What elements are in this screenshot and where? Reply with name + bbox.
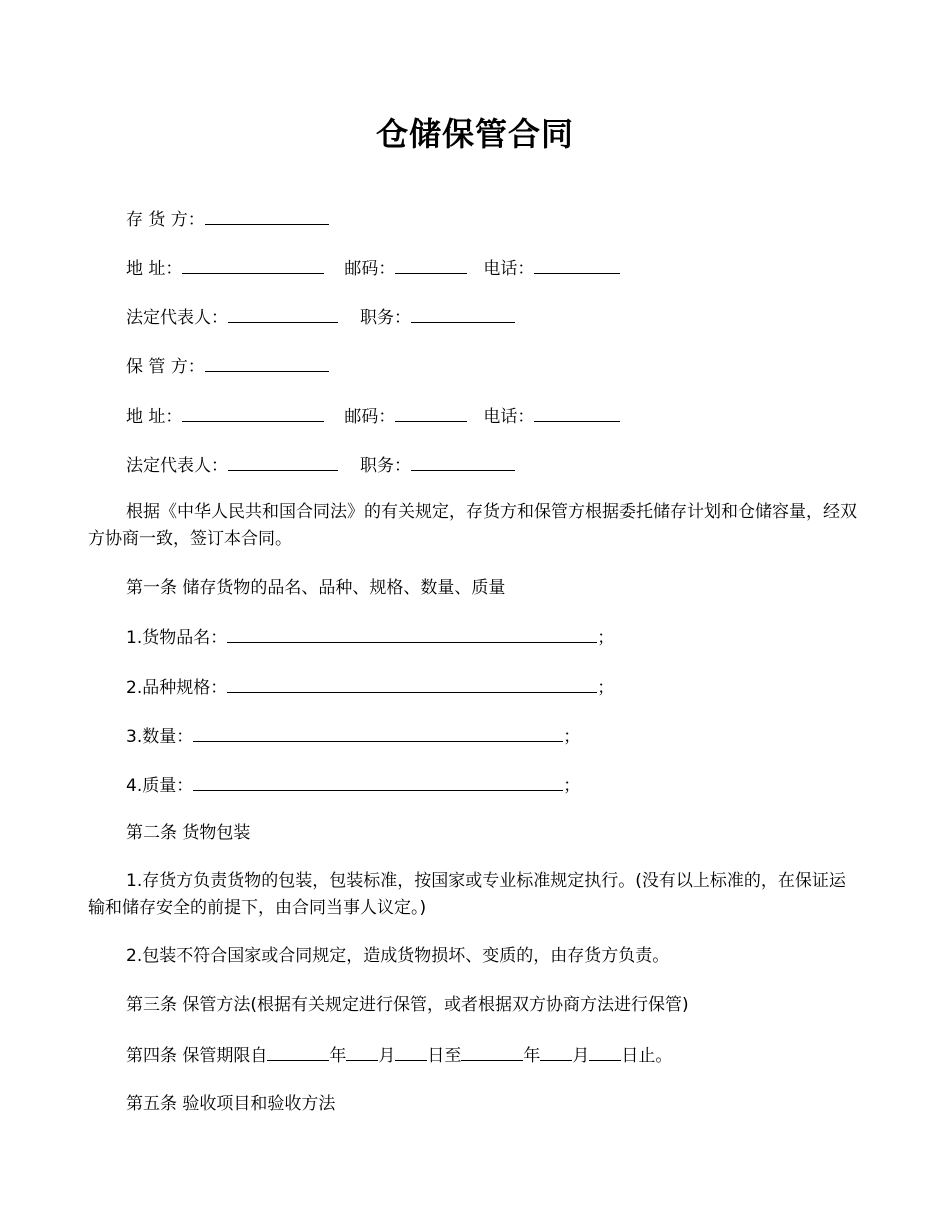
spec-end: ； xyxy=(597,678,615,698)
goods-name-end: ； xyxy=(597,628,615,648)
article1-item4-row xyxy=(126,772,580,796)
article1-item3-row xyxy=(126,723,580,747)
quality-blank[interactable] xyxy=(193,772,563,791)
depositor-position-blank[interactable] xyxy=(411,304,515,323)
depositor-rep-label: 法定代表人： xyxy=(126,308,228,328)
article2-heading: 第二条 货物包装 xyxy=(126,823,251,843)
article3-heading: 第三条 保管方法(根据有关规定进行保管，或者根据双方协商方法进行保管) xyxy=(126,995,689,1015)
start-day-blank[interactable] xyxy=(395,1042,427,1061)
keeper-position-blank[interactable] xyxy=(411,452,515,471)
article2-clause2: 2.包装不符合国家或合同规定，造成货物损坏、变质的，由存货方负责。 xyxy=(126,946,670,966)
depositor-party-blank[interactable] xyxy=(205,206,329,225)
keeper-address-row xyxy=(126,403,620,427)
keeper-phone-label: 电话： xyxy=(483,407,535,427)
start-month-label: 月 xyxy=(378,1046,396,1066)
depositor-position-label: 职务： xyxy=(360,308,411,328)
page-title: 仓储保管合同 xyxy=(375,115,574,153)
depositor-party-row xyxy=(126,206,329,230)
depositor-address-label: 地 址： xyxy=(126,259,183,279)
quality-label: 4.质量： xyxy=(126,776,194,796)
depositor-address-row xyxy=(126,255,620,279)
keeper-party-row xyxy=(126,353,329,377)
goods-name-label: 1.货物品名： xyxy=(126,628,228,648)
article5-heading: 第五条 验收项目和验收方法 xyxy=(126,1094,336,1114)
article1-item1-row xyxy=(126,624,614,648)
article4-prefix: 第四条 保管期限自 xyxy=(126,1046,268,1066)
keeper-rep-label: 法定代表人： xyxy=(126,456,228,476)
article2-clause1: 1.存货方负责货物的包装，包装标准，按国家或专业标准规定执行。(没有以上标准的，在保证运输和储存安全的前提下，由合同当事人议定。) xyxy=(88,871,846,918)
keeper-postcode-label: 邮码： xyxy=(344,407,396,427)
quantity-end: ； xyxy=(563,727,581,747)
spec-label: 2.品种规格： xyxy=(126,678,228,698)
depositor-phone-label: 电话： xyxy=(483,259,535,279)
goods-name-blank[interactable] xyxy=(227,624,597,643)
quality-end: ； xyxy=(563,776,581,796)
preamble-paragraph: 根据《中华人民共和国合同法》的有关规定，存货方和保管方根据委托储存计划和仓储容量，经双方协商一致，签订本合同。 xyxy=(88,502,857,549)
keeper-party-blank[interactable] xyxy=(205,353,329,372)
depositor-address-blank[interactable] xyxy=(182,255,324,274)
article1-heading: 第一条 储存货物的品名、品种、规格、数量、质量 xyxy=(126,578,506,598)
start-year-label: 年 xyxy=(329,1046,347,1066)
end-month-blank[interactable] xyxy=(540,1042,572,1061)
article4-row xyxy=(126,1042,672,1066)
start-year-blank[interactable] xyxy=(267,1042,329,1061)
keeper-address-blank[interactable] xyxy=(182,403,324,422)
start-day-label: 日至 xyxy=(427,1046,462,1066)
keeper-postcode-blank[interactable] xyxy=(395,403,467,422)
keeper-position-label: 职务： xyxy=(360,456,411,476)
quantity-label: 3.数量： xyxy=(126,727,194,747)
depositor-postcode-label: 邮码： xyxy=(344,259,396,279)
article1-item2-row xyxy=(126,674,614,698)
end-day-label: 日止。 xyxy=(621,1046,673,1066)
keeper-rep-blank[interactable] xyxy=(228,452,338,471)
start-month-blank[interactable] xyxy=(346,1042,378,1061)
end-year-label: 年 xyxy=(523,1046,541,1066)
depositor-phone-blank[interactable] xyxy=(534,255,620,274)
end-day-blank[interactable] xyxy=(589,1042,621,1061)
depositor-postcode-blank[interactable] xyxy=(395,255,467,274)
depositor-party-label: 存 货 方： xyxy=(126,210,205,230)
keeper-party-label: 保 管 方： xyxy=(126,357,205,377)
spec-blank[interactable] xyxy=(227,674,597,693)
keeper-phone-blank[interactable] xyxy=(534,403,620,422)
end-year-blank[interactable] xyxy=(461,1042,523,1061)
depositor-rep-row xyxy=(126,304,515,328)
keeper-address-label: 地 址： xyxy=(126,407,183,427)
end-month-label: 月 xyxy=(572,1046,590,1066)
keeper-rep-row xyxy=(126,452,515,476)
depositor-rep-blank[interactable] xyxy=(228,304,338,323)
quantity-blank[interactable] xyxy=(193,723,563,742)
